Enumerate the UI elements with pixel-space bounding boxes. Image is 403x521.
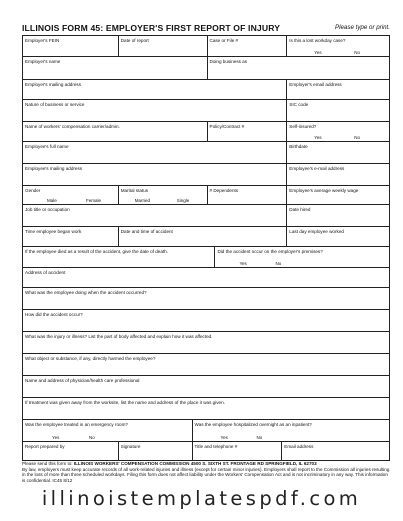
doing-business-as-label: Doing business as [209, 59, 248, 64]
object-substance-label: What object or substance, if any, directly harmed the employee? [25, 356, 156, 361]
gender-label: Gender [25, 188, 41, 193]
legal-notice [22, 467, 390, 484]
treatment-away-field[interactable] [23, 398, 390, 419]
marital-status-label: Marital status [120, 188, 149, 193]
emergency-room-yes-option[interactable]: Yes [52, 435, 60, 440]
form-row [23, 442, 390, 461]
employee-full-name-label: Employee's full name [25, 144, 69, 149]
marital-status-field[interactable] [119, 186, 208, 204]
self-insured-no-option[interactable]: No [354, 135, 361, 140]
commission-address: ILLINOIS WORKERS' COMPENSATION COMMISSION 4500 S. SIXTH ST. FRONTAGE RD SPRINGFIELD, IL 62703 [73, 461, 317, 466]
case-file-field[interactable] [208, 36, 288, 56]
birthdate-label: Birthdate [289, 144, 308, 149]
employer-email-label: Employer's email address [289, 82, 342, 87]
form-row [23, 376, 390, 398]
fein-label: Employer's FEIN [25, 38, 60, 43]
carrier-admin-label: Name of workers' compensation carrier/admin. [25, 124, 120, 129]
form-row [23, 205, 390, 227]
dependents-field[interactable] [208, 186, 288, 204]
time-began-work-label: Time employee began work [25, 229, 82, 234]
injury-illness-label: What was the injury or illness? List the part of body affected and explain how it was affected. [25, 334, 213, 339]
nature-of-business-field[interactable] [23, 100, 287, 121]
date-of-death-label: If the employee died as a result of the accident, give the date of death. [25, 249, 169, 254]
form-row [23, 36, 390, 57]
dependents-label: # Dependents [209, 188, 239, 193]
how-occurred-label: How did the accident occur? [25, 312, 83, 317]
on-premises-yes-option[interactable]: Yes [239, 261, 247, 266]
lost-workday-yes-option[interactable]: Yes [314, 50, 322, 55]
form-row [23, 398, 390, 420]
gender-field[interactable] [23, 186, 119, 204]
last-day-worked-field[interactable] [287, 227, 390, 246]
email-address-field[interactable] [282, 442, 390, 460]
last-day-worked-label: Last day employee worked [289, 229, 344, 234]
employer-mailing-address-field[interactable] [23, 80, 287, 99]
employer-email-field[interactable] [287, 80, 390, 99]
legal-notice-text: By law, employers must keep accurate records of all work-related injuries and illness (except for certain minor injuries). Employers shall report to the Commission all injuries resulting in the loss of more than three scheduled workdays. Filing this form does not affect liability under the Workers' Compensation Act and is not incriminatory in any way. This information is confidential. [22, 466, 390, 483]
self-insured-field[interactable] [287, 122, 390, 141]
sic-code-field[interactable] [287, 100, 390, 121]
policy-contract-field[interactable] [208, 122, 288, 141]
title-phone-label: Title and telephone # [194, 444, 238, 449]
hospitalized-field[interactable] [193, 420, 390, 441]
object-substance-field[interactable] [23, 354, 390, 375]
job-title-label: Job title or occupation [25, 207, 70, 212]
self-insured-label: Self-insured? [289, 124, 317, 129]
emergency-room-field[interactable] [23, 420, 193, 441]
lost-workday-field[interactable] [287, 36, 390, 56]
form-code: IC45 8/12 [52, 477, 73, 483]
form-row [23, 268, 390, 288]
marital-married-option[interactable]: Married [134, 198, 150, 203]
report-form [22, 35, 390, 461]
form-row [23, 100, 390, 122]
birthdate-field[interactable] [287, 142, 390, 163]
title-phone-field[interactable] [193, 442, 283, 460]
sic-code-label: SIC code [289, 102, 309, 107]
hospitalized-yes-option[interactable]: Yes [220, 435, 228, 440]
form-row [23, 354, 390, 376]
hospitalized-no-option[interactable]: No [256, 435, 263, 440]
date-hired-field[interactable] [287, 205, 390, 226]
treatment-away-label: If treatment was given away from the worksite, list the name and address of the place it was given. [25, 400, 225, 405]
case-file-label: Case or File # [209, 38, 239, 43]
hospitalized-label: Was the employee hospitalized overnight as an inpatient? [194, 422, 312, 427]
type-or-print-note: Please type or print. [334, 24, 390, 31]
physician-field[interactable] [23, 376, 390, 397]
date-of-death-field[interactable] [23, 247, 215, 267]
avg-weekly-wage-field[interactable] [287, 186, 390, 204]
carrier-admin-field[interactable] [23, 122, 208, 141]
form-row [23, 247, 390, 268]
form-row [23, 332, 390, 354]
how-occurred-field[interactable] [23, 310, 390, 331]
form-footer [22, 461, 390, 483]
form-row [23, 288, 390, 310]
fein-field[interactable] [23, 36, 119, 56]
send-to-label: Please send this form to: [22, 461, 73, 466]
site-watermark: illinoistemplatespdf.com [41, 487, 362, 510]
avg-weekly-wage-label: Employee's average weekly wage [289, 188, 359, 193]
employee-mailing-address-label: Employee's mailing address [25, 166, 83, 171]
employee-email-label: Employee's e-mail address [289, 166, 345, 171]
on-premises-label: Did the accident occur on the employer's premises? [217, 249, 323, 254]
employer-name-field[interactable] [23, 57, 208, 79]
date-of-report-field[interactable] [119, 36, 208, 56]
employee-mailing-address-field[interactable] [23, 164, 287, 185]
form-row [23, 142, 390, 164]
signature-field[interactable] [119, 442, 193, 460]
form-row [23, 310, 390, 332]
address-of-accident-field[interactable] [23, 268, 390, 287]
doing-when-field[interactable] [23, 288, 390, 309]
time-began-work-field[interactable] [23, 227, 119, 246]
report-prepared-by-label: Report prepared by [25, 444, 65, 449]
marital-single-option[interactable]: Single [176, 198, 190, 203]
employer-mailing-address-label: Employer's mailing address [25, 82, 82, 87]
physician-label: Name and address of physician/health care professional [25, 378, 140, 383]
form-header [22, 23, 390, 35]
date-of-report-label: Date of report [120, 38, 149, 43]
form-row [23, 420, 390, 442]
self-insured-yes-option[interactable]: Yes [314, 135, 322, 140]
doing-business-as-field[interactable] [208, 57, 391, 79]
employer-name-label: Employer's name [25, 59, 61, 64]
doing-when-label: What was the employee doing when the accident occurred? [25, 290, 147, 295]
email-address-label: Email address [284, 444, 314, 449]
signature-label: Signature [120, 444, 141, 449]
on-premises-field[interactable] [215, 247, 390, 267]
gender-male-option[interactable]: Male [47, 198, 57, 203]
form-title: ILLINOIS FORM 45: EMPLOYER'S FIRST REPORT OF INJURY [22, 23, 281, 33]
form-row [23, 122, 390, 142]
job-title-field[interactable] [23, 205, 287, 226]
emergency-room-no-option[interactable]: No [89, 435, 95, 440]
employee-full-name-field[interactable] [23, 142, 287, 163]
on-premises-no-option[interactable]: No [275, 261, 282, 266]
injury-illness-field[interactable] [23, 332, 390, 353]
emergency-room-label: Was the employee treated in an emergency room? [25, 422, 128, 427]
form-row [23, 227, 390, 247]
lost-workday-label: Is this a lost workday case? [289, 38, 346, 43]
lost-workday-no-option[interactable]: No [354, 50, 361, 55]
nature-of-business-label: Nature of business or service [25, 102, 85, 107]
date-time-accident-label: Date and time of accident [120, 229, 173, 234]
date-hired-label: Date hired [289, 207, 311, 212]
form-row [23, 80, 390, 100]
form-row [23, 164, 390, 186]
report-prepared-by-field[interactable] [23, 442, 119, 460]
gender-female-option[interactable]: Female [86, 198, 102, 203]
address-of-accident-label: Address of accident [25, 270, 66, 275]
form-row [23, 57, 390, 80]
date-time-accident-field[interactable] [119, 227, 288, 246]
policy-contract-label: Policy/Contract # [209, 124, 245, 129]
form-row [23, 186, 390, 205]
employee-email-field[interactable] [287, 164, 390, 185]
